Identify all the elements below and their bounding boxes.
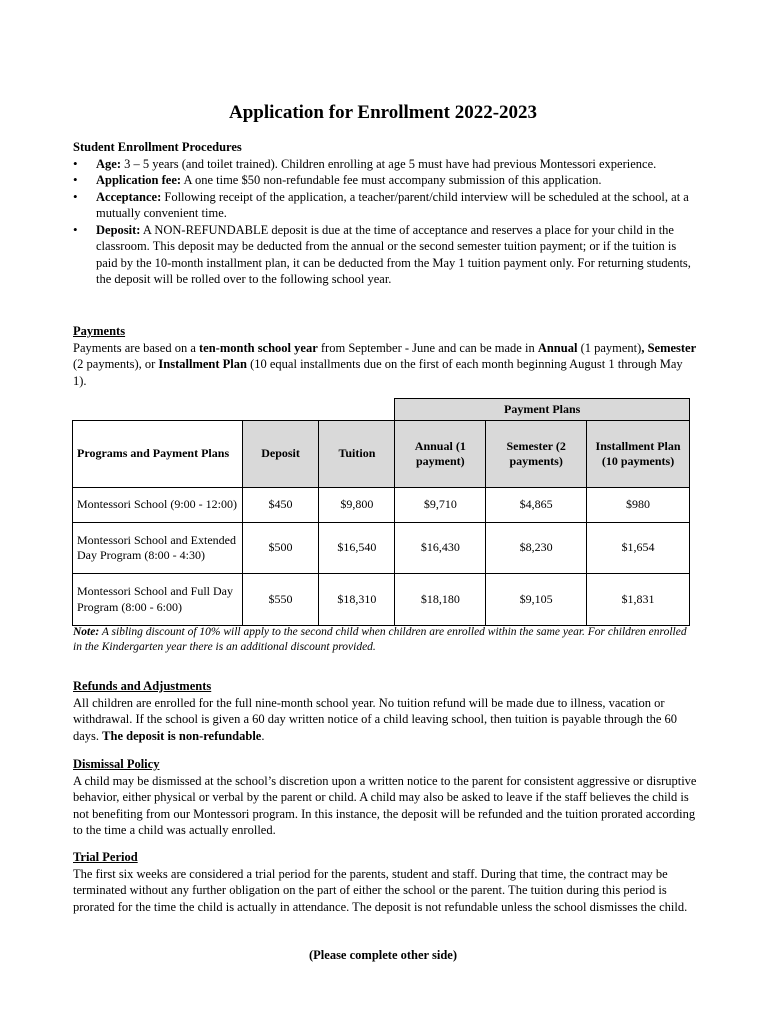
table-row (73, 574, 690, 626)
payments-text (73, 340, 698, 390)
dismissal-heading: Dismissal Policy (73, 757, 160, 771)
list-item-acceptance (73, 189, 698, 222)
payments-text-part: (10 equal installments due on the first of each month beginning August 1 through May 1). (73, 357, 683, 388)
footer-instruction: (Please complete other side) (309, 948, 457, 962)
semester-cell: $8,230 (486, 523, 587, 574)
deposit-cell: $450 (242, 488, 319, 523)
note-label: Note: (73, 626, 100, 638)
list-item-text: A NON-REFUNDABLE deposit is due at the time of acceptance and reserves a place for your child in the classroom. This deposit may be deducted from the annual or the second semester tuition payment; or if the tuition is paid by the 10-month installment plan, it can be deducted from the May 1 tuition payment only. For returning students, the deposit will be rolled over to the following school year. (96, 222, 691, 286)
list-item-age (73, 156, 698, 173)
installment-cell: $1,831 (587, 574, 690, 626)
trial-text: The first six weeks are considered a trial period for the parents, student and staff. During that time, the contract may be terminated without any further obligation on the part of either the school or the parent. The tuition during this period is prorated for the time the child is actually in attendance. The deposit is not refundable unless the school dismisses the child. (73, 866, 688, 914)
enrollment-procedures-section (73, 139, 698, 288)
annual-cell: $18,180 (395, 574, 486, 626)
list-item-label: Application fee: (96, 173, 182, 187)
payment-plans-table (72, 398, 690, 626)
payments-text-part: (2 payments), or (73, 357, 159, 371)
table-header-row (73, 421, 690, 488)
list-item-application-fee (73, 172, 698, 189)
list-item-label: Deposit: (96, 222, 141, 237)
tuition-cell: $16,540 (319, 523, 395, 574)
program-cell: Montessori School (9:00 - 12:00) (73, 488, 243, 523)
dismissal-text: A child may be dismissed at the school’s discretion upon a written notice to the parent for consistent aggressive or disruptive behavior, either physical or verbal by the parent or child. A child may also be asked to leave if the staff believes the child is not benefiting from our Montessori program. In this instance, the deposit will be refunded and the tuition prorated according to the time a child was actually enrolled. (73, 773, 697, 837)
tuition-cell: $9,800 (319, 488, 395, 523)
trial-heading: Trial Period (73, 850, 138, 864)
column-header-semester: Semester (2 payments) (486, 421, 587, 488)
list-item-label: Acceptance: (96, 189, 162, 204)
payments-text-part: (1 payment) (577, 340, 642, 355)
payments-text-part: Payments are based on a (73, 340, 200, 355)
list-item-text: A one time $50 non-refundable fee must accompany submission of this application. (181, 173, 602, 187)
annual-cell: $9,710 (395, 488, 486, 523)
enrollment-procedures-list (73, 156, 698, 288)
payments-section (73, 323, 698, 389)
column-header-annual: Annual (1 payment) (395, 421, 486, 488)
refunds-text (73, 695, 698, 745)
semester-cell: $9,105 (486, 574, 587, 626)
column-header-installment: Installment Plan (10 payments) (587, 421, 690, 488)
installment-cell: $1,654 (587, 523, 690, 574)
list-item-label: Age: (96, 156, 121, 171)
payments-heading: Payments (73, 324, 126, 338)
table-blank-cell (73, 399, 395, 421)
annual-cell: $16,430 (395, 523, 486, 574)
tuition-cell: $18,310 (319, 574, 395, 626)
column-header-tuition: Tuition (319, 421, 395, 488)
deposit-cell: $550 (242, 574, 319, 626)
list-item-deposit (73, 222, 698, 288)
trial-section (73, 849, 698, 915)
column-header-deposit: Deposit (242, 421, 319, 488)
refunds-heading: Refunds and Adjustments (73, 679, 212, 693)
payment-plans-group-header: Payment Plans (395, 399, 690, 421)
page-title: Application for Enrollment 2022-2023 (228, 102, 538, 123)
refunds-text-part: All children are enrolled for the full nine-month school year. No tuition refund will be made due to illness, vacation or withdrawal. If the school is given a 60 day written notice of a child leaving school, then tuition is payable through the 60 days. (73, 695, 678, 743)
payments-bold-part: ten-month school year (199, 340, 318, 355)
note-text: A sibling discount of 10% will apply to the second child when children are enrolled within the same year. For children enrolled in the Kindergarten year there is an additional discount provided. (73, 626, 687, 653)
list-item-text: 3 – 5 years (and toilet trained). Children enrolling at age 5 must have had previous Montessori experience. (121, 156, 657, 171)
enrollment-procedures-heading: Student Enrollment Procedures (73, 140, 242, 154)
payments-text-part: from September - June and can be made in (317, 340, 538, 355)
programs-column-header: Programs and Payment Plans (73, 421, 243, 488)
payments-bold-part: , Semester (641, 340, 697, 355)
table-row (73, 523, 690, 574)
deposit-cell: $500 (242, 523, 319, 574)
table-row (73, 488, 690, 523)
dismissal-section (73, 756, 698, 839)
refunds-text-end: . (261, 728, 265, 743)
list-item-text: Following receipt of the application, a teacher/parent/child interview will be scheduled at the school, at a mutually convenient time. (96, 189, 689, 220)
refunds-section (73, 678, 698, 744)
semester-cell: $4,865 (486, 488, 587, 523)
payments-bold-part: Installment Plan (158, 357, 247, 371)
table-header-row (73, 399, 690, 421)
payments-bold-part: Annual (537, 340, 578, 355)
refunds-bold-part: The deposit is non-refundable (102, 728, 262, 743)
program-cell: Montessori School and Extended Day Program (8:00 - 4:30) (73, 523, 243, 574)
installment-cell: $980 (587, 488, 690, 523)
sibling-discount-note (73, 625, 698, 655)
program-cell: Montessori School and Full Day Program (8:00 - 6:00) (73, 574, 243, 626)
